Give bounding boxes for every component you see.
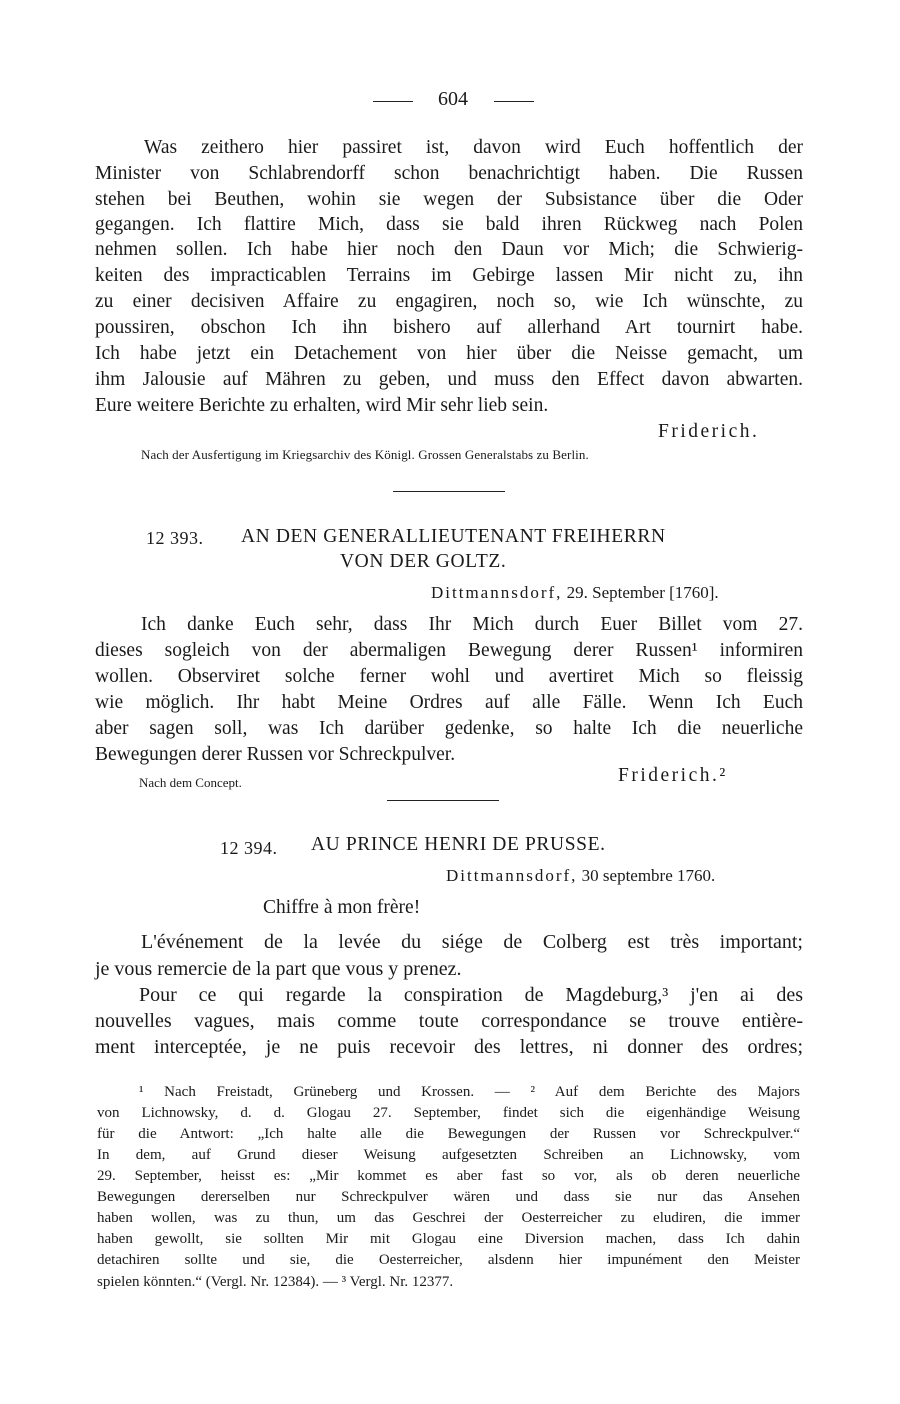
footnote-line: von Lichnowsky, d. d. Glogau 27. September, findet sich die eigenhändige Weisung xyxy=(97,1105,800,1121)
text-line: ihm Jalousie auf Mähren zu geben, und muss den Effect davon abwarten. xyxy=(95,369,803,390)
page-number: 604 xyxy=(438,88,468,110)
date: 30 septembre 1760. xyxy=(581,866,716,885)
section-divider xyxy=(387,800,499,801)
text-line: stehen bei Beuthen, wohin sie wegen der Subsistance über die Oder xyxy=(95,189,803,210)
date: 29. September [1760]. xyxy=(566,583,719,602)
footnote-line: für die Antwort: „Ich halte alle die Bewegungen der Russen vor Schreckpulver.“ xyxy=(97,1126,800,1142)
text-line: Ich danke Euch sehr, dass Ihr Mich durch Euer Billet vom 27. xyxy=(141,614,803,635)
footnote-line: detachiren sollte und sie, die Oesterreicher, alsdenn hier impunément den Meister xyxy=(97,1252,800,1268)
text-line: keiten des impracticablen Terrains im Gebirge lassen Mir nicht zu, ihn xyxy=(95,265,803,286)
footnote-line: haben wollen, was zu thun, um das Geschrei der Oesterreicher zu eludiren, die immer xyxy=(97,1210,800,1226)
text-line: ment interceptée, je ne puis recevoir des lettres, ni donner des ordres; xyxy=(95,1036,803,1058)
letter2-dateline xyxy=(431,583,719,603)
letter3-salutation: Chiffre à mon frère! xyxy=(263,897,421,918)
letter1-signature: Friderich. xyxy=(658,421,760,442)
place-name: Dittmannsdorf, xyxy=(446,866,578,885)
text-line: zu einer decisiven Affaire zu engagiren, noch so, wie Ich wünschte, zu xyxy=(95,291,803,312)
footnote-line: 29. September, heisst es: „Mir kommet es aber fast so vor, als ob deren neuerliche xyxy=(97,1168,800,1184)
footnote-line: ¹ Nach Freistadt, Grüneberg und Krossen. — ² Auf dem Berichte des Majors xyxy=(139,1084,800,1100)
letter3-number: 12 394. xyxy=(220,838,278,858)
letter2-heading-line2: VON DER GOLTZ. xyxy=(340,551,507,572)
header-rule-left xyxy=(373,101,413,102)
letter2-number: 12 393. xyxy=(146,528,204,548)
section-divider xyxy=(393,491,505,492)
letter2-heading-line1: AN DEN GENERALLIEUTENANT FREIHERRN xyxy=(241,526,666,547)
text-line: nouvelles vagues, mais comme toute correspondance se trouve entière- xyxy=(95,1010,803,1032)
text-line: wie möglich. Ihr habt Meine Ordres auf alle Fälle. Wenn Ich Euch xyxy=(95,692,803,713)
text-line: nehmen sollen. Ich habe hier noch den Daun vor Mich; die Schwierig- xyxy=(95,239,803,260)
text-line: Eure weitere Berichte zu erhalten, wird Mir sehr lieb sein. xyxy=(95,395,549,416)
text-line: wollen. Observiret solche ferner wohl und avertiret Mich so fleissig xyxy=(95,666,803,687)
text-line: aber sagen soll, was Ich darüber gedenke, so halte Ich die neuerliche xyxy=(95,718,803,739)
letter2-source-note: Nach dem Concept. xyxy=(139,775,242,790)
footnote-line: spielen könnten.“ (Vergl. Nr. 12384). — ³ Vergl. Nr. 12377. xyxy=(97,1274,454,1290)
text-line: poussiren, obschon Ich ihn bishero auf allerhand Art tournirt habe. xyxy=(95,317,803,338)
text-line: dieses sogleich von der abermaligen Bewegung derer Russen¹ informiren xyxy=(95,640,803,661)
text-line: Minister von Schlabrendorff schon benachrichtigt haben. Die Russen xyxy=(95,163,803,184)
text-line: Pour ce qui regarde la conspiration de Magdeburg,³ j'en ai des xyxy=(139,984,803,1006)
text-line: Ich habe jetzt ein Detachement von hier über die Neisse gemacht, um xyxy=(95,343,803,364)
letter2-signature: Friderich.² xyxy=(618,765,728,786)
footnote-line: In dem, auf Grund dieser Weisung aufgesetzten Schreiben an Lichnowsky, vom xyxy=(97,1147,800,1163)
footnote-line: haben gewollt, sie sollten Mir mit Glogau eine Diversion machen, dass Ich dahin xyxy=(97,1231,800,1247)
letter3-heading: AU PRINCE HENRI DE PRUSSE. xyxy=(311,834,606,855)
text-line: Was zeithero hier passiret ist, davon wird Euch hoffentlich der xyxy=(144,137,803,158)
letter1-source-note: Nach der Ausfertigung im Kriegsarchiv des Königl. Grossen Generalstabs zu Berlin. xyxy=(141,447,589,462)
text-line: gegangen. Ich flattire Mich, dass sie bald ihren Rückweg nach Polen xyxy=(95,214,803,235)
text-line: Bewegungen derer Russen vor Schreckpulver. xyxy=(95,744,456,765)
place-name: Dittmannsdorf, xyxy=(431,583,563,602)
header-rule-right xyxy=(494,101,534,102)
text-line: je vous remercie de la part que vous y prenez. xyxy=(95,958,462,980)
footnote-line: Bewegungen dererselben nur Schreckpulver wären und dass sie nur das Ansehen xyxy=(97,1189,800,1205)
letter3-dateline xyxy=(446,866,715,886)
text-line: L'événement de la levée du siége de Colberg est très important; xyxy=(141,931,803,953)
